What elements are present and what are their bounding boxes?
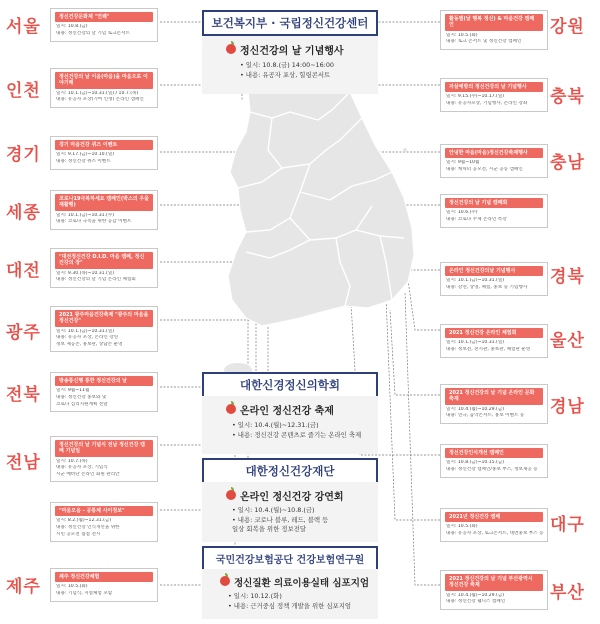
event-card-line: 일시: 10.1.(금)~10.31.(일) bbox=[446, 278, 505, 284]
event-card-line: 내용: 정신건강 인식개선을 위한 bbox=[56, 524, 120, 530]
event-card-title: 2021 광주마음건강축제 "광주의 마음을 정신건강" bbox=[55, 310, 153, 327]
event-card-line: 일시: 10.1.(금)~10.31.(수) bbox=[56, 212, 115, 218]
event-card-chungnam-2 bbox=[440, 194, 548, 228]
region-label-daejeon: 대전 bbox=[6, 261, 41, 281]
event-card-line: 내용: 정신건강의 날 기념 온라인 체험회 bbox=[56, 277, 136, 283]
event-card-daegu bbox=[440, 508, 548, 542]
event-card-gyeongbuk bbox=[440, 262, 548, 296]
center-event-line: • 일시: 10.4.(월)~12.31.(금) bbox=[232, 421, 319, 429]
event-card-line: 일시: 10.1.(금)~10.31.(일) bbox=[446, 340, 505, 346]
center-event-line: • 내용: 정신건강 콘텐츠로 즐기는 온라인 축제 bbox=[232, 430, 362, 439]
event-card-line: 일시: 9.30.(목)~10.31.(일) bbox=[56, 270, 115, 276]
center-event-line: • 내용: 코로나 블루, 레드, 블랙 등 bbox=[232, 515, 329, 524]
region-label-gangwon: 강원 bbox=[550, 17, 585, 37]
apple-icon bbox=[226, 490, 236, 500]
event-card-title: 자살예방의 정신건강의 날 기념행사 bbox=[445, 82, 543, 92]
center-event-line: • 내용: 유공자 포상, 힐링콘서트 bbox=[240, 70, 331, 79]
event-card-title: 경기 마음건강 퀴즈 이벤트 bbox=[55, 140, 153, 150]
event-card-jeonnam-2 bbox=[50, 502, 158, 542]
center-event-foundation bbox=[202, 482, 378, 542]
center-event-title: 정신건강의 날 기념행사 bbox=[202, 42, 378, 57]
region-label-gyeongbuk: 경북 bbox=[550, 267, 585, 287]
event-card-ulsan bbox=[440, 324, 548, 358]
event-card-title: 2021 정신건강의 날 기념 온라인 문화축제 bbox=[445, 388, 543, 405]
event-card-line: 내용: 정신건강 캠페인/홍보 부스, 정보제공 등 bbox=[446, 466, 538, 472]
event-card-chungnam bbox=[440, 144, 548, 178]
event-card-title: "마음모음 - 공통체 사이정보" bbox=[55, 506, 153, 516]
event-card-line: 일시: 9.15.(수)~10.17.(일) bbox=[446, 94, 505, 100]
apple-icon bbox=[220, 576, 230, 586]
event-card-line: 일시: 10.4.(월)~10.29.(금) bbox=[446, 592, 505, 598]
event-card-line: 내용: 정신건강의 날 기념 토크콘서트 bbox=[56, 30, 130, 36]
region-label-jeju: 제주 bbox=[6, 577, 41, 597]
event-card-gangwon bbox=[440, 10, 548, 50]
apple-icon bbox=[226, 404, 236, 414]
event-card-line: 일시: 10.5.(화) bbox=[56, 584, 88, 590]
event-card-title: 온라인 정신건강의날 기념행사 bbox=[445, 266, 543, 276]
center-event-ministry bbox=[202, 36, 378, 94]
event-card-title: 정신건강의 날 이음(마음)을 마음으로 이야기해 bbox=[55, 72, 153, 89]
region-label-jeonbuk: 전북 bbox=[6, 385, 41, 405]
event-card-chungbuk bbox=[440, 78, 548, 112]
center-event-line: 일상 회복을 위한 정보전달 bbox=[232, 525, 307, 534]
event-card-busan bbox=[440, 570, 548, 610]
event-card-title: 2021 정신건강의 날 기념 부산광역시 정신건강 축제 bbox=[445, 574, 543, 591]
event-card-title: "대전정신건강 D.I.D. 마음 캠페, 정신건강의 장" bbox=[55, 252, 153, 269]
event-card-line: 코로나 심리지원계획 전달 bbox=[56, 401, 108, 407]
event-card-line: 내용: 정신건강 홍보와 및 bbox=[56, 394, 107, 400]
center-event-line: • 일시: 10.4.(월)~10.8.(금) bbox=[232, 506, 315, 514]
region-label-jeonnam: 전남 bbox=[6, 453, 41, 473]
event-card-daejeon bbox=[50, 248, 158, 288]
event-card-title: 안녕한 마음(마음)정신건강축제행사 bbox=[445, 148, 543, 158]
event-card-line: 일시: 10.1.(금)~10.31.(일) / 10.7.(목) bbox=[56, 90, 139, 96]
region-label-gyeongnam: 경남 bbox=[550, 397, 585, 417]
event-card-line: 일시: 10.5.(화) bbox=[446, 32, 478, 38]
center-event-line: • 일시: 10.8.(금) 14:00~16:00 bbox=[240, 61, 334, 69]
region-label-chungbuk: 충북 bbox=[550, 87, 585, 107]
event-card-sejong bbox=[50, 190, 158, 230]
event-card-jeonbuk bbox=[50, 372, 158, 412]
event-card-incheon bbox=[50, 68, 158, 108]
event-card-line: 일시: 8.2.(월)~12.31.(금) bbox=[56, 518, 112, 524]
event-card-title: 정신건강문화제 "언쾌" bbox=[55, 12, 153, 22]
apple-icon bbox=[226, 44, 236, 54]
region-label-daegu: 대구 bbox=[550, 515, 585, 535]
event-card-line: 내용: 유공자 포상, 토크콘서트, 대면홍보 부스 등 bbox=[446, 530, 544, 536]
event-card-line: 일시: 10.4.(월)~10.29.(금) bbox=[446, 406, 505, 412]
center-event-line: • 일시: 10.12.(화) bbox=[228, 592, 282, 600]
region-label-chungnam: 충남 bbox=[550, 153, 585, 173]
event-card-line: 내용: 유공자 포상, 온라인 강연 bbox=[56, 335, 119, 341]
event-card-line: 일시: 10.6.(수) bbox=[446, 210, 478, 216]
center-event-title: 온라인 정신건강 강연회 bbox=[202, 488, 378, 503]
event-card-line: 일시: 9월~11월 bbox=[56, 388, 90, 394]
event-card-line: 정보 제공존, 홍보관, 상담존 운영 bbox=[56, 341, 123, 347]
event-card-title: 제주 정신건강체험 bbox=[55, 572, 153, 582]
center-title-neuropsychiatric: 대한신경정신의학회 bbox=[202, 372, 378, 398]
event-card-line: 내용: 토크 콘서트 및 정신건강 캠페인 bbox=[446, 39, 522, 45]
event-card-title: 방송통신행 통한 정신건강의 날 bbox=[55, 376, 153, 386]
event-card-line: 일시: 9.17.(금)~10.10.(일) bbox=[56, 152, 115, 158]
event-card-line: 일시: 10.7.(목) bbox=[56, 458, 88, 464]
ulleungdo bbox=[403, 148, 407, 152]
event-card-jeju bbox=[50, 568, 158, 602]
event-card-gyeongnam bbox=[440, 384, 548, 424]
center-event-nhis bbox=[202, 569, 378, 619]
region-label-ulsan: 울산 bbox=[550, 331, 585, 351]
event-card-jeonnam bbox=[50, 436, 158, 482]
event-card-line: 내용: 유공자 포상, 기념식 bbox=[56, 465, 108, 471]
region-label-gwangju: 광주 bbox=[6, 323, 41, 343]
region-label-seoul: 서울 bbox=[6, 17, 41, 37]
event-card-title: 2021년 정신건강 캠페 bbox=[445, 512, 543, 522]
event-card-title: 정신건강인식개선 캠페인 bbox=[445, 448, 543, 458]
event-card-line: 시민 공모전 접점 전시 bbox=[56, 531, 101, 537]
event-card-line: 일시: 10.8.(금) bbox=[56, 24, 88, 30]
event-card-line: 내용: 정보전, 전시관, 홍보관, 체험관 운영 bbox=[446, 346, 531, 352]
event-card-line: 내용: 기념식, 지설체험 포함 bbox=[56, 590, 113, 596]
event-card-line: 시군 예비단 온라인 회원 관리안 bbox=[56, 471, 120, 477]
event-card-gyeongnam-2 bbox=[440, 444, 548, 478]
center-title-nhis: 국민건강보험공단 건강보험연구원 bbox=[202, 546, 378, 571]
event-card-line: 일시: 10.1.(금)~10.31.(일) bbox=[56, 328, 115, 334]
event-card-line: 일시: 9월~10월 bbox=[446, 160, 480, 166]
center-event-title: 온라인 정신건강 축제 bbox=[202, 402, 378, 417]
event-card-gwangju bbox=[50, 306, 158, 352]
center-title-ministry: 보건복지부 · 국립정신건강센터 bbox=[202, 10, 378, 36]
event-card-title: 정신건강의 날 기념 캠페회 bbox=[445, 198, 543, 208]
event-card-line: 내용: 코로나 극복을 위한 공감 이벤트 bbox=[56, 219, 132, 225]
event-card-line: 내용: 유공자 포상(기여 인정) 온라인 캠페인 bbox=[56, 97, 144, 103]
event-card-line: 내용: 코로나 주제 온라인 특강 bbox=[446, 216, 507, 222]
event-card-title: 활동별(날 행복 정신) & 마음건강 캠페인 bbox=[445, 14, 543, 31]
region-label-sejong: 세종 bbox=[6, 203, 41, 223]
center-event-title: 정신질환 의료이용실태 심포지엄 bbox=[202, 575, 378, 589]
center-event-neuropsychiatric bbox=[202, 396, 378, 454]
event-card-line: 내용: 정신건강 웰니스 캠페인 bbox=[446, 599, 506, 605]
event-card-line: 내용: 정신건강 퀴즈 이벤트 bbox=[56, 158, 111, 164]
event-card-title: 코로나19극복하세요 캠페인(박스의 우울재활행) bbox=[55, 194, 153, 211]
center-event-line: • 내용: 근거중심 정책 개발을 위한 심포지엄 bbox=[228, 601, 352, 610]
event-card-line: 내용: 유공자포상, 기념행사, 온라인 강좌 bbox=[446, 100, 528, 106]
event-card-gyeonggi bbox=[50, 136, 158, 170]
center-title-foundation: 대한정신건강재단 bbox=[202, 458, 378, 484]
region-label-incheon: 인천 bbox=[6, 81, 41, 101]
event-card-title: 2021 정신건강 온라인 체험회 bbox=[445, 328, 543, 338]
region-label-busan: 부산 bbox=[550, 583, 585, 603]
event-card-line: 일시: 10.5.(화) bbox=[446, 524, 478, 530]
event-card-line: 내용: 강연, 상영, 체험, 홍보 등 기념행사 bbox=[446, 284, 528, 290]
event-card-line: 내용: 연극, 음악콘서트, 홍보 이벤트 등 bbox=[446, 413, 525, 419]
event-card-seoul bbox=[50, 8, 158, 42]
region-label-gyeonggi: 경기 bbox=[6, 145, 41, 165]
event-card-line: 내용: 캐릭터 공모전, 시군 공동 캠페인 bbox=[446, 166, 523, 172]
event-card-line: 일시: 10.8.(금)~10.15.(금) bbox=[446, 460, 505, 466]
event-card-title: 정신건강의 날 기념식 전남 정신건강 캠페 기념일 bbox=[55, 440, 153, 457]
